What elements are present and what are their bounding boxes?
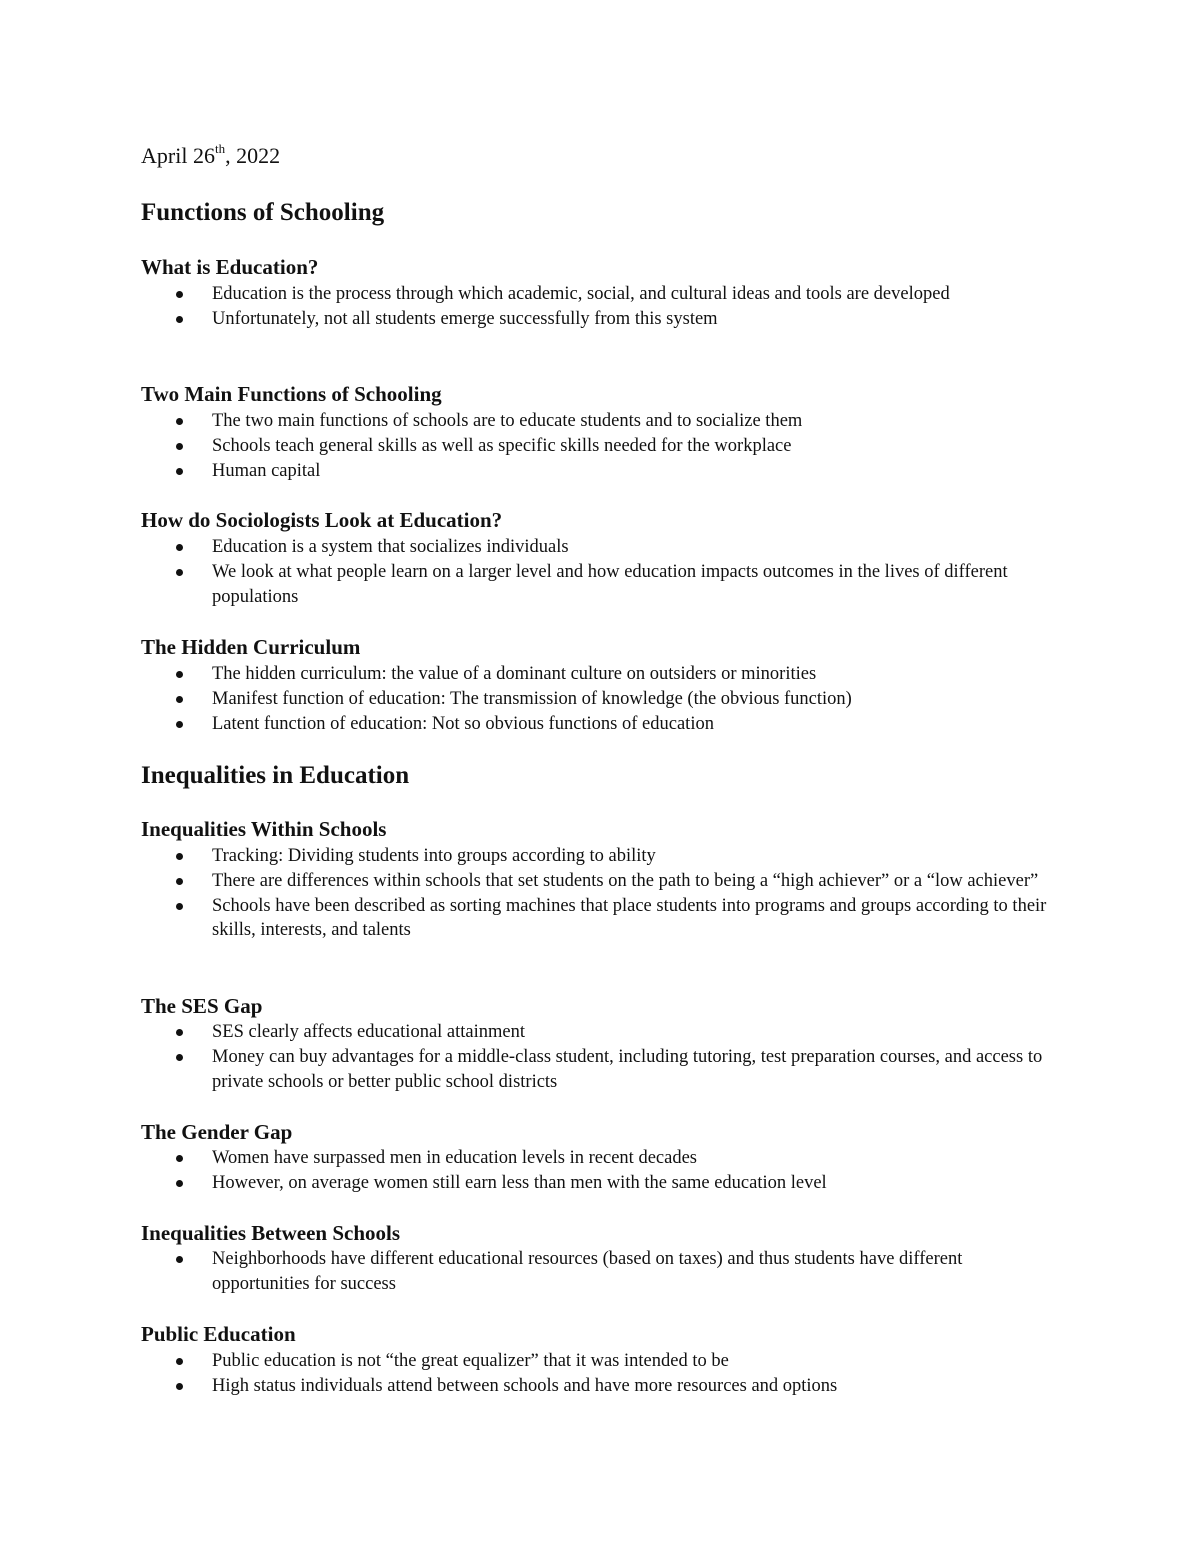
bullet-icon bbox=[176, 316, 183, 323]
subheading-public-education: Public Education bbox=[141, 1322, 296, 1346]
list-item: Schools teach general skills as well as specific skills needed for the workplace bbox=[141, 434, 1061, 459]
bullet-icon bbox=[176, 1256, 183, 1263]
bullet-icon bbox=[176, 468, 183, 475]
subheading-ses-gap: The SES Gap bbox=[141, 994, 263, 1018]
bullet-icon bbox=[176, 1155, 183, 1162]
bullet-list-two-main-functions bbox=[141, 409, 1061, 483]
bullet-icon bbox=[176, 696, 183, 703]
bullet-icon bbox=[176, 903, 183, 910]
bullet-icon bbox=[176, 544, 183, 551]
bullet-icon bbox=[176, 853, 183, 860]
list-item: The two main functions of schools are to educate students and to socialize them bbox=[141, 409, 1061, 434]
bullet-icon bbox=[176, 1180, 183, 1187]
bullet-icon bbox=[176, 1029, 183, 1036]
date-main: April 26 bbox=[141, 143, 215, 168]
list-item: Public education is not “the great equalizer” that it was intended to be bbox=[141, 1349, 1061, 1374]
bullet-icon bbox=[176, 671, 183, 678]
document-date bbox=[141, 142, 280, 170]
bullet-icon bbox=[176, 878, 183, 885]
date-ordinal-suffix: th bbox=[214, 140, 226, 156]
bullet-icon bbox=[176, 1358, 183, 1365]
list-item: Education is the process through which academic, social, and cultural ideas and tools are developed bbox=[141, 282, 1061, 307]
bullet-icon bbox=[176, 721, 183, 728]
bullet-icon bbox=[176, 1383, 183, 1390]
list-item: There are differences within schools that set students on the path to being a “high achiever” or a “low achiever” bbox=[141, 869, 1061, 894]
list-item: High status individuals attend between schools and have more resources and options bbox=[141, 1374, 1061, 1399]
bullet-list-inequalities-within-schools bbox=[141, 844, 1061, 943]
list-item: However, on average women still earn less than men with the same education level bbox=[141, 1171, 1061, 1196]
list-item: We look at what people learn on a larger level and how education impacts outcomes in the lives of different populations bbox=[141, 560, 1061, 610]
subheading-inequalities-within-schools: Inequalities Within Schools bbox=[141, 817, 387, 841]
bullet-list-public-education bbox=[141, 1349, 1061, 1399]
bullet-list-inequalities-between-schools bbox=[141, 1247, 1061, 1297]
section-title-functions-of-schooling: Functions of Schooling bbox=[141, 199, 385, 226]
list-item: Human capital bbox=[141, 459, 1061, 484]
list-item: Manifest function of education: The transmission of knowledge (the obvious function) bbox=[141, 687, 1061, 712]
list-item: Tracking: Dividing students into groups according to ability bbox=[141, 844, 1061, 869]
subheading-two-main-functions: Two Main Functions of Schooling bbox=[141, 382, 442, 406]
list-item: Women have surpassed men in education levels in recent decades bbox=[141, 1146, 1061, 1171]
section-title-inequalities-in-education: Inequalities in Education bbox=[141, 762, 410, 789]
bullet-list-hidden-curriculum bbox=[141, 662, 1061, 736]
subheading-inequalities-between-schools: Inequalities Between Schools bbox=[141, 1221, 401, 1245]
bullet-icon bbox=[176, 1054, 183, 1061]
list-item: Money can buy advantages for a middle-class student, including tutoring, test preparation courses, and access to private schools or better public school districts bbox=[141, 1045, 1061, 1095]
list-item: The hidden curriculum: the value of a dominant culture on outsiders or minorities bbox=[141, 662, 1061, 687]
date-year: , 2022 bbox=[225, 143, 281, 168]
list-item: Unfortunately, not all students emerge successfully from this system bbox=[141, 307, 1061, 332]
subheading-gender-gap: The Gender Gap bbox=[141, 1120, 293, 1144]
subheading-hidden-curriculum: The Hidden Curriculum bbox=[141, 635, 361, 659]
bullet-icon bbox=[176, 443, 183, 450]
subheading-what-is-education: What is Education? bbox=[141, 255, 319, 279]
bullet-list-ses-gap bbox=[141, 1020, 1061, 1094]
list-item: SES clearly affects educational attainment bbox=[141, 1020, 1061, 1045]
bullet-icon bbox=[176, 569, 183, 576]
bullet-list-gender-gap bbox=[141, 1146, 1061, 1196]
list-item: Neighborhoods have different educational resources (based on taxes) and thus students have different opportunities for success bbox=[141, 1247, 1061, 1297]
list-item: Education is a system that socializes individuals bbox=[141, 535, 1061, 560]
bullet-list-what-is-education bbox=[141, 282, 1061, 332]
bullet-icon bbox=[176, 291, 183, 298]
list-item: Schools have been described as sorting machines that place students into programs and groups according to their skills, interests, and talents bbox=[141, 894, 1061, 944]
subheading-sociologists: How do Sociologists Look at Education? bbox=[141, 508, 503, 532]
bullet-list-sociologists bbox=[141, 535, 1061, 609]
bullet-icon bbox=[176, 418, 183, 425]
list-item: Latent function of education: Not so obvious functions of education bbox=[141, 712, 1061, 737]
